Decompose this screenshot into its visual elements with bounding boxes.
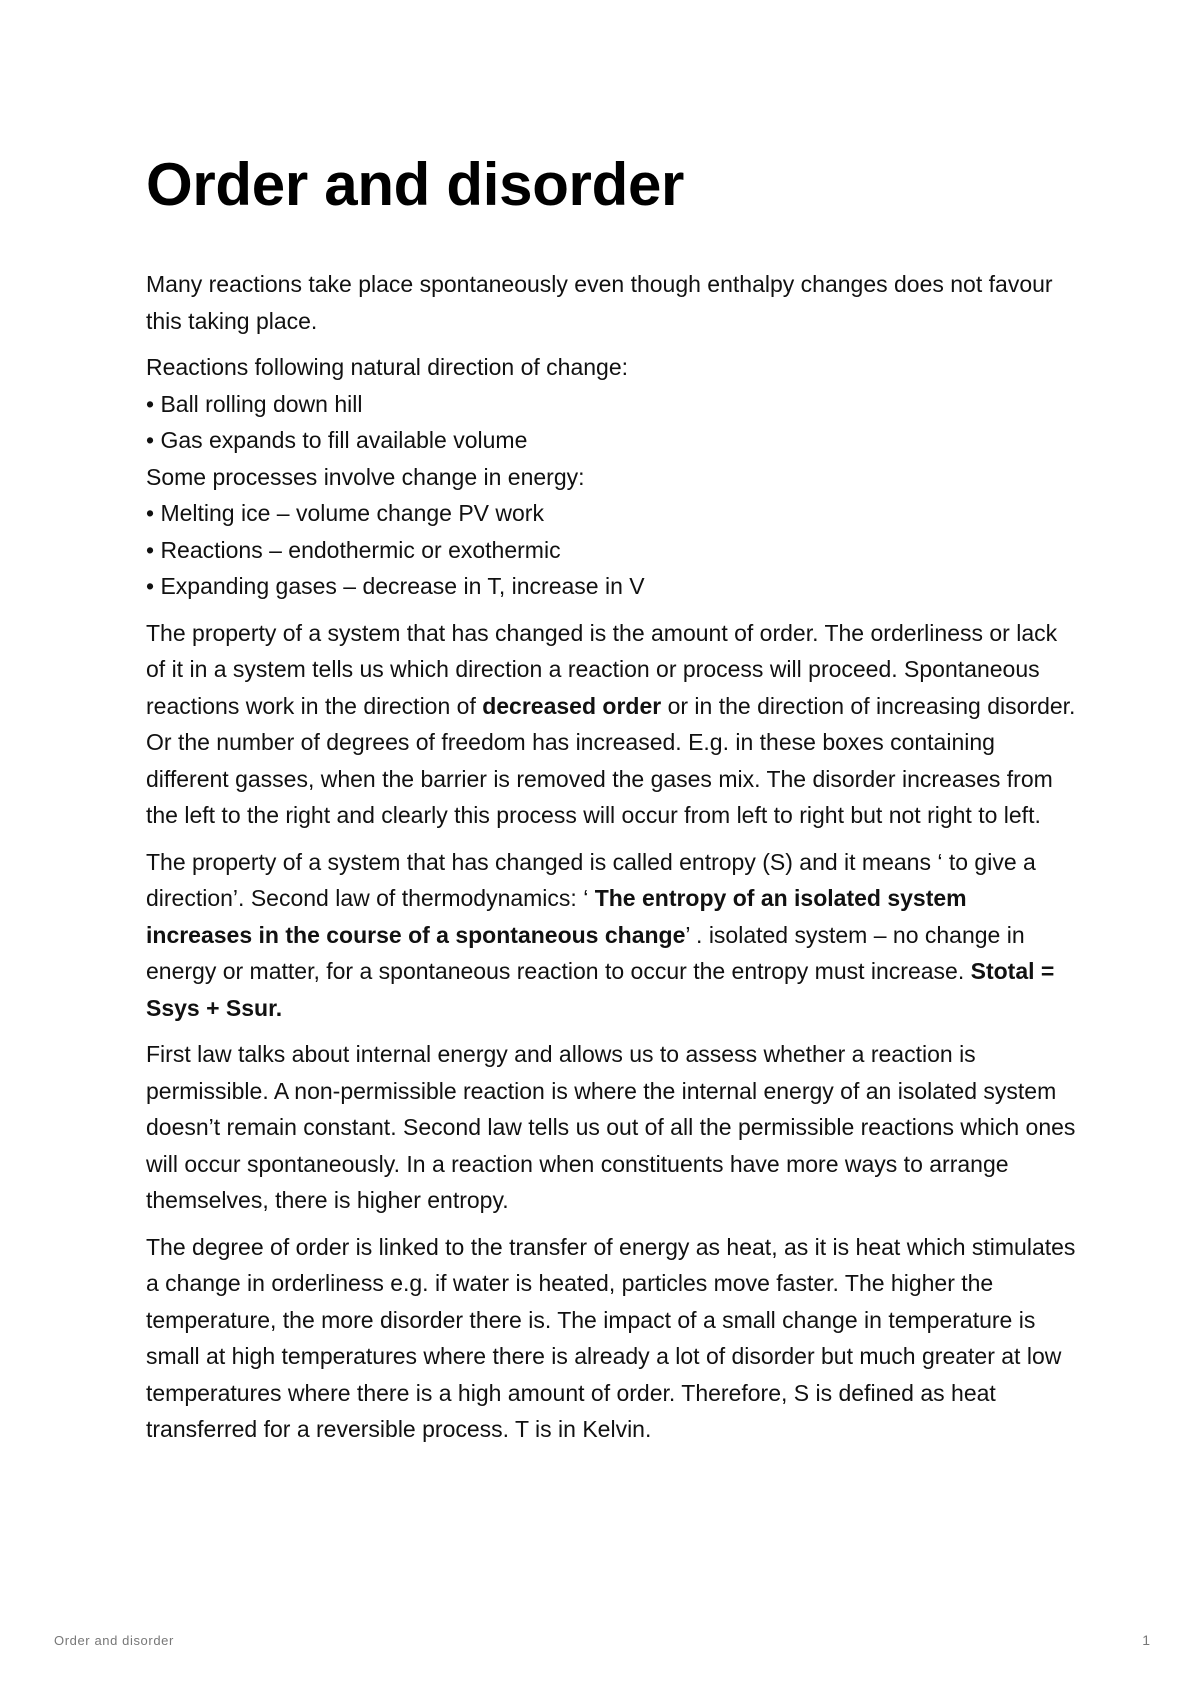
list-item: • Expanding gases – decrease in T, increase in V [146,573,645,599]
order-paragraph [146,615,1076,834]
first-law-paragraph: First law talks about internal energy and allows us to assess whether a reaction is permissible. A non-permissible reaction is where the internal energy of an isolated system doesn’t remain constant. Second law tells us out of all the permissible reactions which ones will occur spontaneously. In a reaction when constituents have more ways to arrange themselves, there is higher entropy. [146,1041,1076,1213]
energy-change-heading: Some processes involve change in energy: [146,463,585,490]
list-item: • Gas expands to fill available volume [146,427,528,453]
text-run: The property of a system that has changed is the amount of order. The orderliness or lack of it in a system tells us which direction a reaction or process will proceed. Spontaneous reactions work in the direction of [146,619,1058,719]
second-law-statement: The entropy of an isolated system increases in the course of a spontaneous change [146,885,967,948]
heat-paragraph: The degree of order is linked to the transfer of energy as heat, as it is heat which stimulates a change in orderliness e.g. if water is heated, particles move faster. The higher the temperature, the more disorder there is. The impact of a small change in temperature is small at high temperatures where there is already a lot of disorder but much greater at low temperatures where there is a high amount of order. Therefore, S is defined as heat transferred for a reversible process. T is in Kelvin. [146,1233,1076,1442]
list-item: • Ball rolling down hill [146,390,363,417]
list-item: • Reactions – endothermic or exothermic [146,536,561,563]
list-item: • Melting ice – volume change PV work [146,500,544,526]
footer-title: Order and disorder [54,1633,174,1648]
process-lists [146,349,1076,605]
text-run: The property of a system that has changed is called entropy (S) and it means ‘ to give a direction’. Second law of thermodynamics: ‘ [146,848,1036,911]
text-run: ’ . isolated system – no change in energy or matter, for a spontaneous reaction to occur the entropy must increase. [146,921,1025,984]
intro-paragraph: Many reactions take place spontaneously even though enthalpy changes does not favour this taking place. [146,271,1053,334]
natural-direction-heading: Reactions following natural direction of change: [146,354,629,380]
entropy-equation: Stotal = Ssys + Ssur. [146,958,1055,1021]
document-page [146,150,1076,1458]
entropy-paragraph [146,844,1076,1027]
emphasis-decreased-order: decreased order [482,692,662,719]
page-number: 1 [1142,1632,1150,1648]
text-run: or in the direction of increasing disorder. Or the number of degrees of freedom has increased. E.g. in these boxes containing different gasses, when the barrier is removed the gases mix. The disorder increases from the left to the right and clearly this process will occur from left to right but not right to left. [146,692,1076,828]
page-title: Order and disorder [146,151,685,218]
